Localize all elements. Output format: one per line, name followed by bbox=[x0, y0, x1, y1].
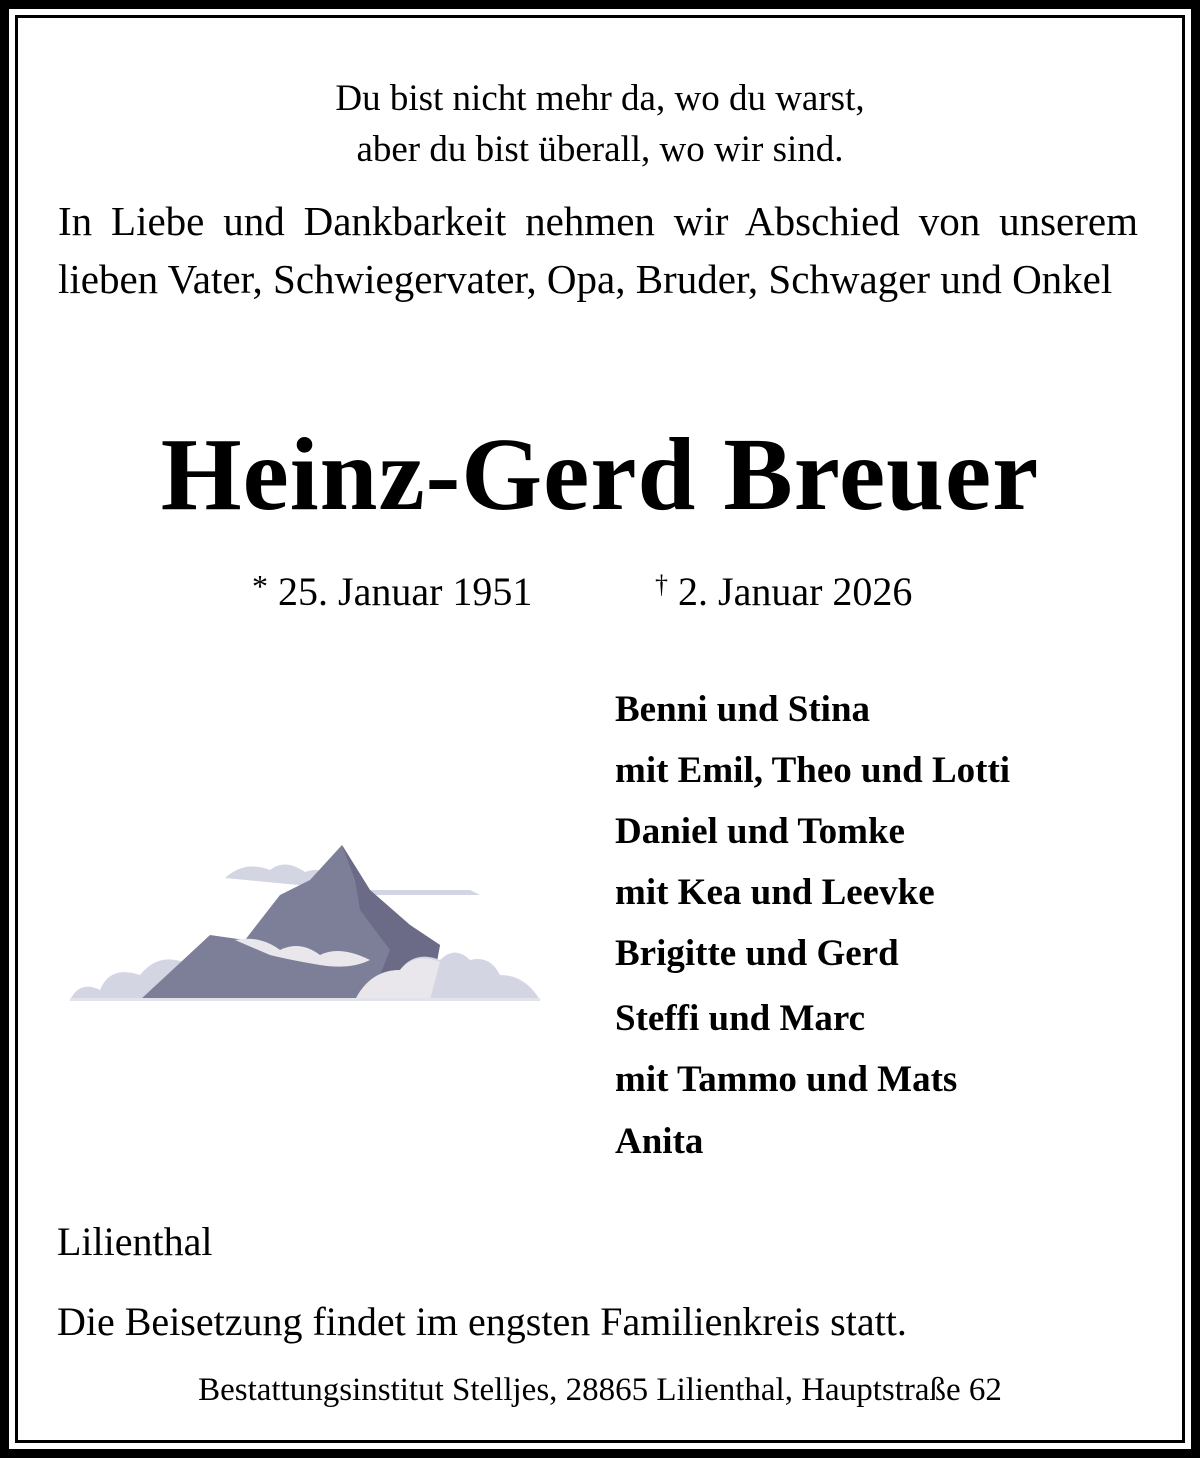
death-date bbox=[655, 568, 912, 615]
family-line-3: Daniel und Tomke bbox=[615, 811, 905, 852]
place: Lilienthal bbox=[57, 1219, 213, 1264]
quote-line-1: Du bist nicht mehr da, wo du warst, bbox=[335, 78, 865, 119]
family-line-6: Steffi und Marc bbox=[615, 998, 866, 1039]
family-line-2: mit Emil, Theo und Lotti bbox=[615, 750, 1011, 791]
family-line-4: mit Kea und Leevke bbox=[615, 872, 935, 913]
burial-note: Die Beisetzung findet im engsten Familienkreis statt. bbox=[57, 1299, 907, 1344]
family-line-8: Anita bbox=[615, 1121, 704, 1162]
family-line-1: Benni und Stina bbox=[615, 689, 871, 730]
intro-text: In Liebe und Dankbarkeit nehmen wir Abschied von unserem lieben Vater, Schwiegervater, Opa, Bruder, Schwager und Onkel bbox=[58, 198, 1138, 302]
family-line-5: Brigitte und Gerd bbox=[615, 933, 899, 974]
death-date-text: 2. Januar 2026 bbox=[678, 569, 913, 614]
quote-line-2: aber du bist überall, wo wir sind. bbox=[356, 129, 844, 170]
undertaker-info: Bestattungsinstitut Stelljes, 28865 Lilienthal, Hauptstraße 62 bbox=[198, 1372, 1002, 1408]
deceased-name: Heinz-Gerd Breuer bbox=[160, 417, 1040, 532]
birth-star-icon: * bbox=[252, 568, 268, 604]
mountain-icon bbox=[70, 840, 540, 1005]
birth-date bbox=[252, 568, 532, 615]
family-line-7: mit Tammo und Mats bbox=[615, 1059, 958, 1100]
birth-date-text: 25. Januar 1951 bbox=[278, 569, 533, 614]
death-cross-icon: † bbox=[655, 570, 668, 599]
